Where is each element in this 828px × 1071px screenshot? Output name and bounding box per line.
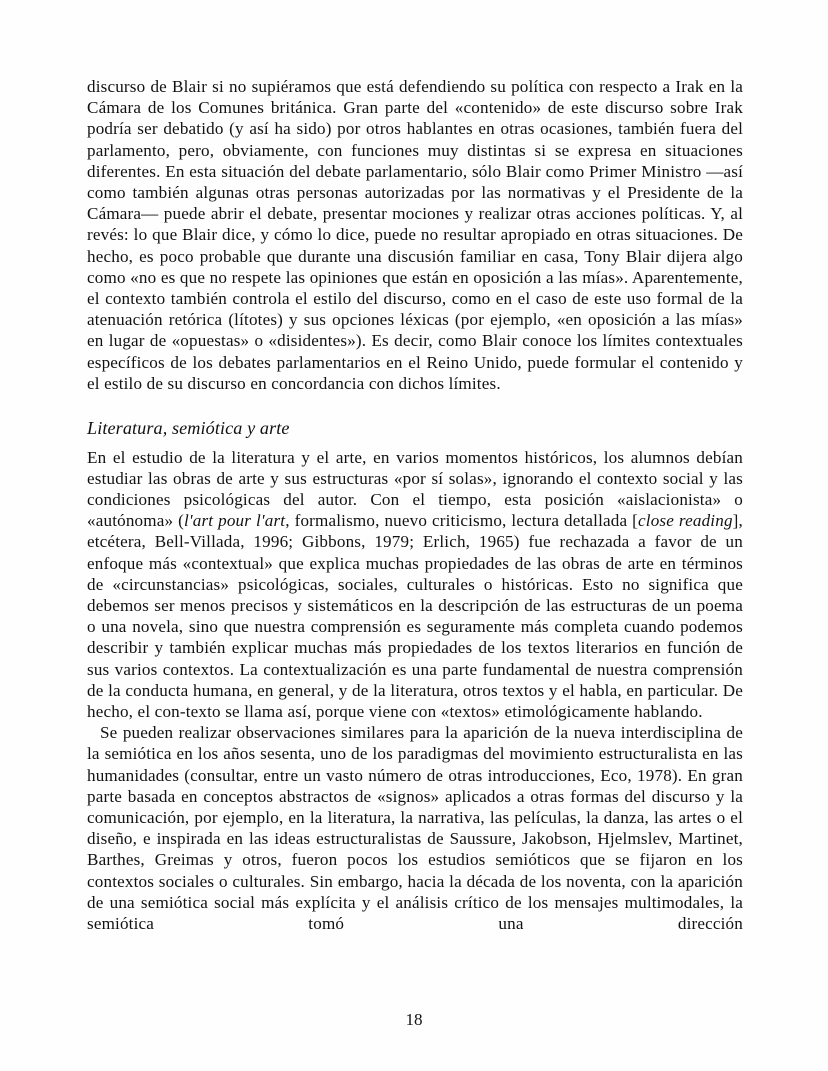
paragraph-text-run-3: ], etcétera, Bell-Villada, 1996; Gibbons, 1979; Erlich, 1965) fue rechazada a favor de un enfoque más «contextual» que explica muchas propiedades de las obras de arte en términos de «circunstancias» psicológicas, sociales, culturales o históricas. Esto no significa que debemos ser menos precisos y sistemáticos en la descripción de las estructuras de un poema o una novela, sino que nuestra comprensión es seguramente más completa cuando podemos describir y también explicar muchas más propiedades de los textos literarios en función de sus varios contextos. La contextualización es una parte fundamental de nuestra comprensión de la conducta humana, en general, y de la literatura, otros textos y el habla, en particular. De hecho, el con-texto se llama así, porque viene con «textos» etimológicamente hablando. [87,511,743,721]
italic-phrase-lart-pour-lart: l'art pour l'art [184,511,286,531]
paragraph-literatura-arte [87,447,743,723]
page-text-block [87,76,743,934]
paragraph-semiotica: Se pueden realizar observaciones similares para la aparición de la nueva interdisciplina de la semiótica en los años sesenta, uno de los paradigmas del movimiento estructuralista en las humanidades (consultar, entre un vasto número de otras introducciones, Eco, 1978). En gran parte basada en conceptos abstractos de «signos» aplicados a otras formas del discurso y la comunicación, por ejemplo, en la literatura, la narrativa, las películas, la danza, las artes o el diseño, e inspirada en las ideas estructuralistas de Saussure, Jakobson, Hjelmslev, Martinet, Barthes, Greimas y otros, fueron pocos los estudios semióticos que se fijaron en los contextos sociales o culturales. Sin embargo, hacia la década de los noventa, con la aparición de una semiótica social más explícita y el análisis crítico de los mensajes multimodales, la semiótica tomó una dirección [87,723,743,934]
paragraph-continuation: discurso de Blair si no supiéramos que está defendiendo su política con respecto a Irak en la Cámara de los Comunes británica. Gran parte del «contenido» de este discurso sobre Irak podría ser debatido (y así ha sido) por otros hablantes en otras ocasiones, también fuera del parlamento, pero, obviamente, con funciones muy distintas si se expresa en situaciones diferentes. En esta situación del debate parlamentario, sólo Blair como Primer Ministro —así como también algunas otras personas autorizadas por las normativas y el Presidente de la Cámara— puede abrir el debate, presentar mociones y realizar otras acciones políticas. Y, al revés: lo que Blair dice, y cómo lo dice, puede no resultar apropiado en otras situaciones. De hecho, es poco probable que durante una discusión familiar en casa, Tony Blair dijera algo como «no es que no respete las opiniones que están en oposición a las mías». Aparentemente, el contexto también controla el estilo del discurso, como en el caso de este uso formal de la atenuación retórica (lítotes) y sus opciones léxicas (por ejemplo, «en oposición a las mías» en lugar de «opuestas» o «disidentes»). Es decir, como Blair conoce los límites contextuales específicos de los debates parlamentarios en el Reino Unido, puede formular el contenido y el estilo de su discurso en concordancia con dichos límites. [87,77,743,393]
spacer-before-heading [87,394,743,418]
page-number: 18 [405,1010,423,1029]
paragraph-text-run-2: , formalismo, nuevo criticismo, lectura detallada [ [285,511,639,531]
italic-phrase-close-reading: close reading [638,511,733,531]
spacer-after-heading [87,440,743,447]
section-heading-literatura-semiotica-y-arte: Literatura, semiótica y arte [87,418,290,439]
paragraph-text-run-1: En el estudio de la literatura y el arte, en varios momentos históricos, los alumnos debían estudiar las obras de arte y sus estructuras «por sí solas», ignorando el contexto social y las condiciones psicológicas del autor. Con el tiempo, esta posición «aislacionista» o «autónoma» ( [87,447,743,531]
